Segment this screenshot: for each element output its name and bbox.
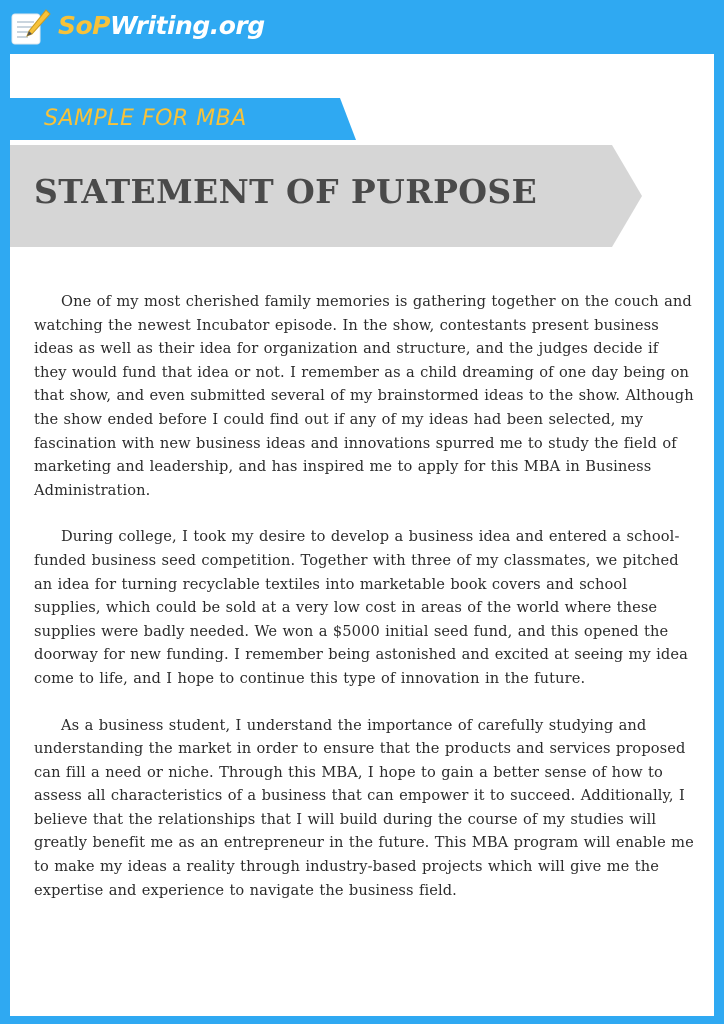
sample-banner-label: SAMPLE FOR MBA [44,106,247,131]
logo-rest-text: Writing.org [110,11,265,40]
paragraph-3: As a business student, I understand the importance of carefully studying and understanding the market in order to ensure that the products and services proposed can fill a need or niche. Through this MBA, I hope to gain a better sense of how to assess all characteristics of a business that can empower it to succeed. Additionally, I believe that the relationships that I will build during the course of my studies will greatly benefit me as an entrepreneur in the future. This MBA program will enable me to make my ideas a reality through industry-based projects which will give me the expertise and experience to navigate the business field. [34,716,694,899]
paragraph-2: During college, I took my desire to develop a business idea and entered a school-funded business seed competition. Together with three of my classmates, we pitched an idea for turning recyclable textiles into marketable book covers and school supplies, which could be sold at a very low cost in areas of the world where these supplies were badly needed. We won a $5000 initial seed fund, and this opened the doorway for new funding. I remember being astonished and excited at seeing my idea come to life, and I hope to continue this type of innovation in the future. [34,528,688,687]
paragraph-1: One of my most cherished family memories is gathering together on the couch and watching the newest Incubator episode. In the show, contestants present business ideas as well as their idea for organization and structure, and the judges decide if they would fund that idea or not. I remember as a child dreaming of one day being on that show, and even submitted several of my brainstormed ideas to the show. Although the show ended before I could find out if any of my ideas had been selected, my fascination with new business ideas and innovations spurred me to study the field of marketing and leadership, and has inspired me to apply for this MBA in Business Administration. [34,293,694,499]
notepad-pencil-icon [10,8,52,48]
document-body [34,290,694,925]
site-logo[interactable] [58,10,265,42]
logo-sop-text: SoP [58,11,111,40]
document-page [10,54,714,1016]
page-title: STATEMENT OF PURPOSE [34,172,538,211]
site-header [0,0,724,54]
